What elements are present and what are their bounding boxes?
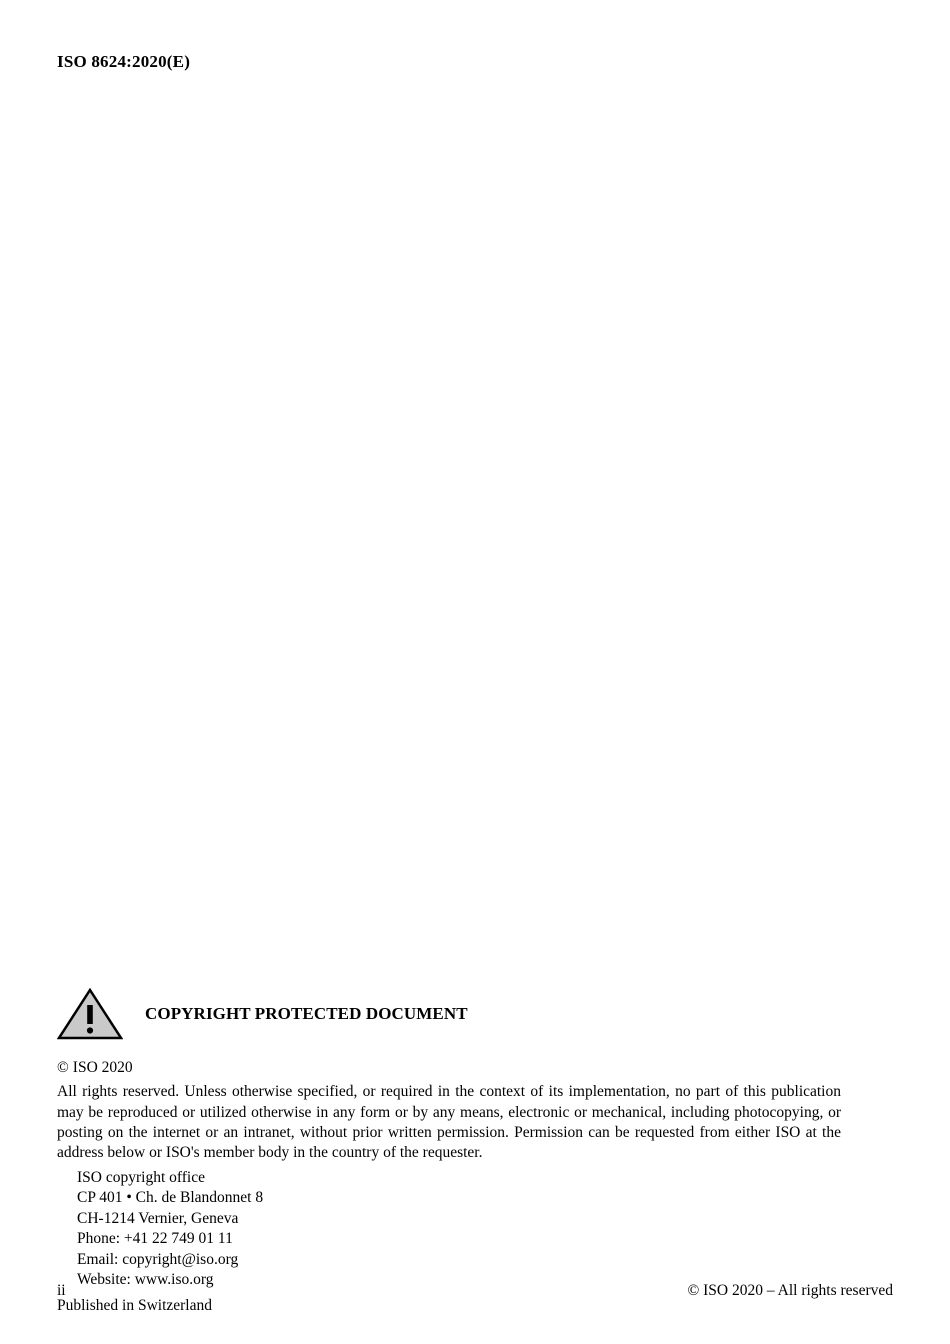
copyright-banner-title: COPYRIGHT PROTECTED DOCUMENT bbox=[145, 1004, 468, 1023]
address-line-website: Website: www.iso.org bbox=[77, 1271, 214, 1289]
document-identifier: ISO 8624:2020(E) bbox=[57, 52, 191, 71]
address-line: CH-1214 Vernier, Geneva bbox=[77, 1209, 239, 1227]
copyright-banner bbox=[57, 985, 847, 1043]
copyright-year: ISO 2020 bbox=[72, 1059, 133, 1076]
copyright-year-line bbox=[57, 1058, 847, 1077]
address-line: CP 401 • Ch. de Blandonnet 8 bbox=[77, 1189, 264, 1207]
address-line-phone: Phone: +41 22 749 01 11 bbox=[77, 1230, 233, 1248]
address-line: ISO copyright office bbox=[77, 1168, 205, 1186]
warning-triangle-icon bbox=[57, 988, 123, 1040]
address-line-email: Email: copyright@iso.org bbox=[77, 1250, 239, 1268]
copyright-protected-section bbox=[57, 985, 847, 1315]
footer-rights-text: © ISO 2020 – All rights reserved bbox=[687, 1282, 893, 1299]
all-rights-reserved-paragraph: All rights reserved. Unless otherwise specified, or required in the context of its implementation, no part of this publication may be reproduced or utilized otherwise in any form or by any means, electronic or mechanical, including photocopying, or posting on the internet or an intranet, without prior written permission. Permission can be requested from either ISO at the address below or ISO's member body in the country of the requester. bbox=[57, 1083, 841, 1161]
copyright-symbol: © bbox=[57, 1059, 69, 1076]
published-in-line: Published in Switzerland bbox=[57, 1296, 212, 1314]
page-number: ii bbox=[57, 1282, 66, 1299]
iso-copyright-office-address bbox=[77, 1168, 847, 1291]
page-footer bbox=[57, 1282, 893, 1300]
